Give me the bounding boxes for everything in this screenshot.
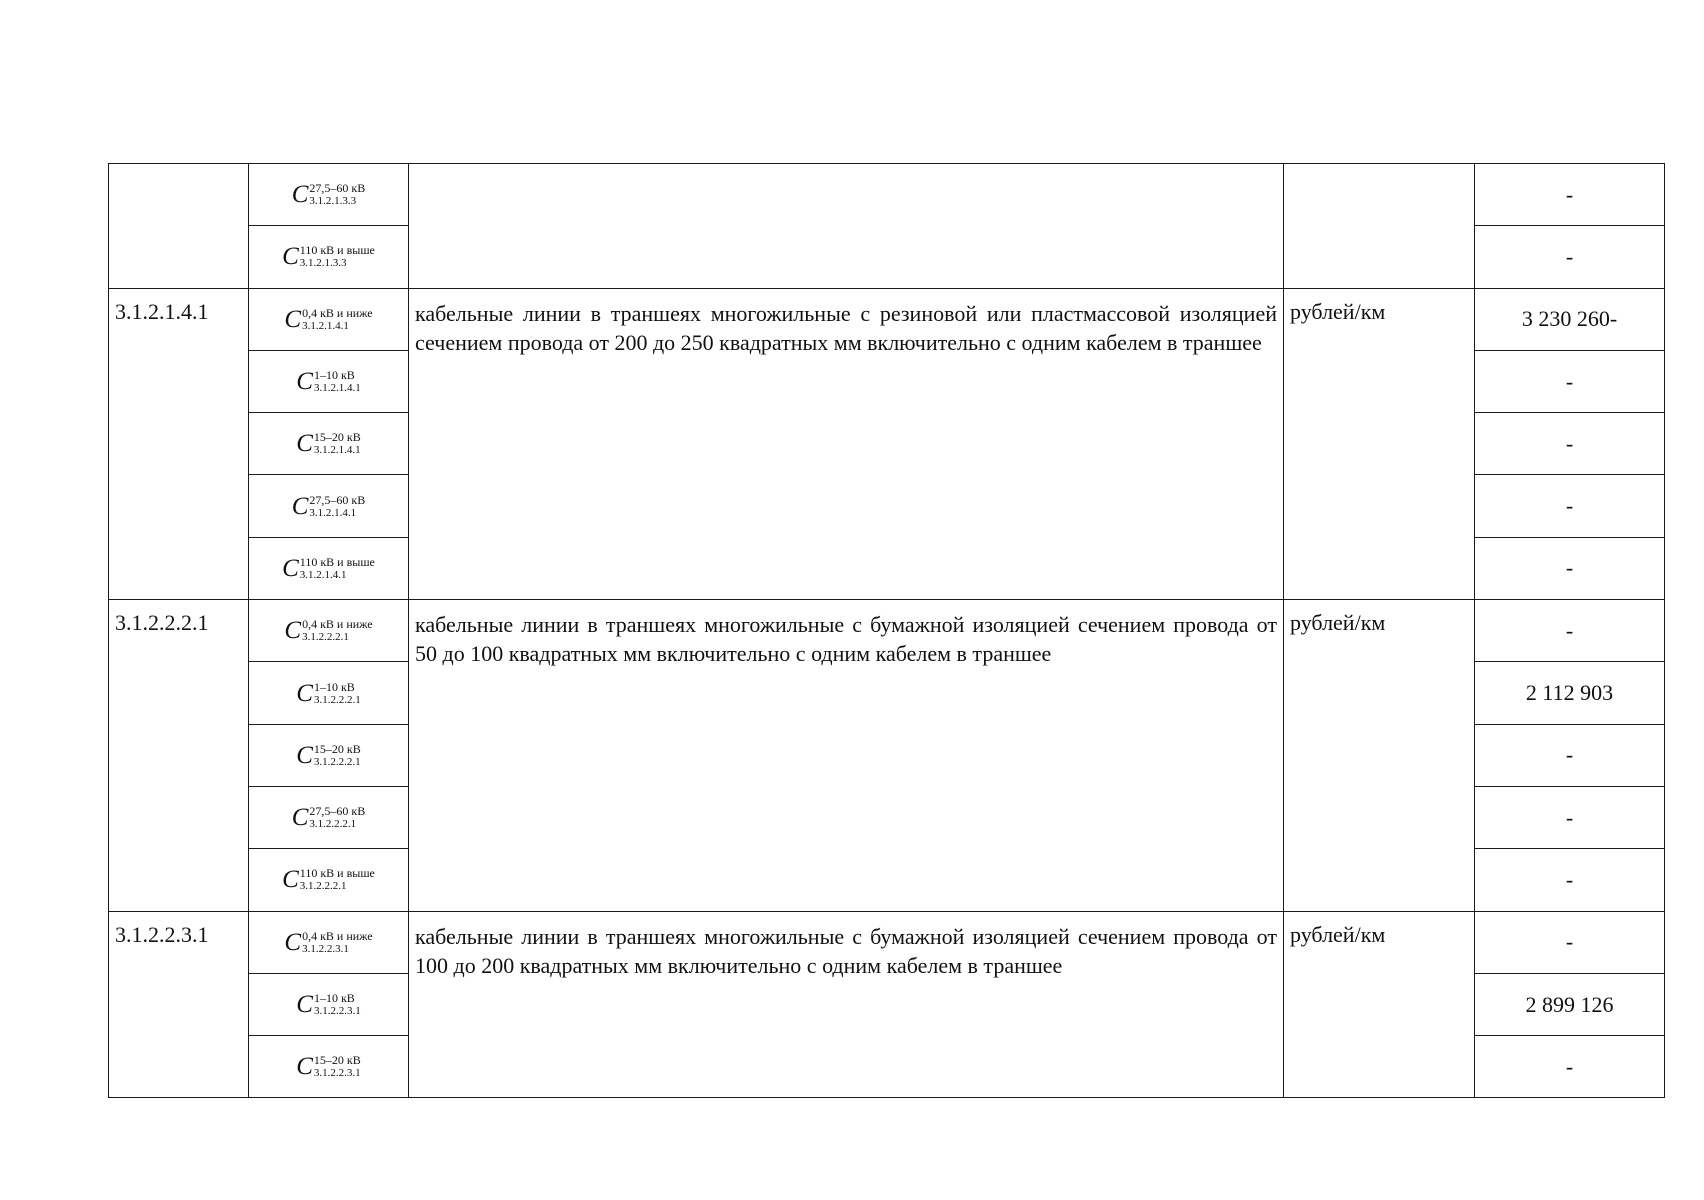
item-code: 3.1.2.2.2.1 [109, 600, 249, 911]
item-description: кабельные линии в траншеях многожильные с бумажной изоляцией сечением провода от 100 до 200 квадратных мм включительно с одним кабелем в траншее [409, 911, 1284, 1098]
rate-value: - [1475, 600, 1665, 662]
rate-value: - [1475, 537, 1665, 599]
rate-value: - [1475, 226, 1665, 288]
rate-symbol [249, 786, 409, 848]
table-row [109, 164, 1665, 226]
voltage-class: 15–20 кВ [313, 741, 361, 756]
voltage-class: 0,4 кВ и ниже [302, 928, 373, 943]
rate-symbol [249, 350, 409, 412]
rate-letter: C [282, 243, 299, 271]
rate-symbol [249, 849, 409, 911]
rate-value: 2 899 126 [1475, 973, 1665, 1035]
rate-letter: C [284, 305, 302, 333]
rate-index: 3.1.2.2.2.1 [309, 818, 357, 831]
item-description: кабельные линии в траншеях многожильные с бумажной изоляцией сечением провода от 50 до 100 квадратных мм включительно с одним кабелем в траншее [409, 600, 1284, 911]
rate-symbol [249, 911, 409, 973]
rate-symbol [249, 724, 409, 786]
rate-symbol [249, 600, 409, 662]
rate-formula [282, 243, 375, 270]
item-unit: рублей/км [1284, 600, 1475, 911]
rate-formula [296, 991, 360, 1018]
rate-formula [296, 368, 360, 395]
rate-symbol [249, 226, 409, 288]
rate-index: 3.1.2.1.4.1 [313, 382, 361, 395]
rate-symbol [249, 973, 409, 1035]
voltage-class: 110 кВ и выше [299, 866, 375, 881]
rate-symbol [249, 537, 409, 599]
rate-symbol [249, 475, 409, 537]
voltage-class: 15–20 кВ [313, 430, 361, 445]
voltage-class: 15–20 кВ [313, 1053, 361, 1068]
rate-symbol [249, 288, 409, 350]
voltage-class: 1–10 кВ [313, 368, 355, 383]
rate-index: 3.1.2.2.2.1 [302, 631, 349, 644]
rate-letter: C [296, 368, 313, 396]
rate-index: 3.1.2.1.3.3 [309, 195, 357, 208]
rate-value: - [1475, 475, 1665, 537]
item-description [409, 164, 1284, 289]
rate-letter: C [296, 1053, 313, 1081]
rate-index: 3.1.2.2.2.1 [313, 693, 361, 706]
rate-formula [292, 493, 366, 520]
voltage-class: 1–10 кВ [313, 679, 355, 694]
rate-symbol [249, 1036, 409, 1098]
voltage-class: 1–10 кВ [313, 991, 355, 1005]
rate-letter: C [291, 181, 309, 209]
rate-symbol [249, 164, 409, 226]
rate-index: 3.1.2.2.3.1 [302, 942, 349, 955]
rate-value: - [1475, 350, 1665, 412]
rate-index: 3.1.2.1.4.1 [302, 319, 349, 332]
rate-formula [296, 430, 361, 457]
rate-letter: C [284, 617, 302, 645]
rate-letter: C [296, 741, 313, 769]
rate-formula [292, 181, 366, 208]
item-code: 3.1.2.2.3.1 [109, 911, 249, 1098]
rate-letter: C [296, 679, 313, 707]
item-unit [1284, 164, 1475, 289]
rate-value: 2 112 903 [1475, 662, 1665, 724]
rate-formula [296, 742, 361, 769]
rate-letter: C [296, 991, 313, 1018]
rate-formula [284, 617, 372, 644]
rate-formula [292, 804, 366, 831]
voltage-class: 110 кВ и выше [299, 243, 375, 258]
rate-index: 3.1.2.1.4.1 [309, 506, 357, 519]
rate-letter: C [282, 554, 299, 582]
tariff-table [108, 163, 1665, 1098]
voltage-class: 0,4 кВ и ниже [302, 305, 373, 320]
voltage-class: 27,5–60 кВ [309, 804, 366, 819]
rate-symbol [249, 413, 409, 475]
rate-value: - [1475, 1036, 1665, 1098]
voltage-class: 27,5–60 кВ [309, 181, 366, 196]
rate-index: 3.1.2.2.2.1 [299, 880, 347, 893]
rate-value: - [1475, 724, 1665, 786]
rate-index: 3.1.2.1.4.1 [313, 444, 361, 457]
table-row [109, 600, 1665, 662]
voltage-class: 27,5–60 кВ [309, 492, 366, 507]
rate-value: - [1475, 849, 1665, 911]
item-unit: рублей/км [1284, 911, 1475, 1098]
rate-letter: C [284, 928, 302, 956]
rate-formula [282, 866, 375, 893]
voltage-class: 110 кВ и выше [299, 554, 375, 569]
item-unit: рублей/км [1284, 288, 1475, 599]
rate-index: 3.1.2.2.3.1 [313, 1005, 361, 1017]
rate-value: - [1475, 413, 1665, 475]
rate-letter: C [291, 492, 309, 520]
rate-formula [296, 680, 360, 707]
tariff-table-body [109, 164, 1665, 1098]
rate-formula [282, 555, 375, 582]
rate-letter: C [282, 866, 299, 894]
item-code [109, 164, 249, 289]
rate-letter: C [296, 430, 313, 458]
rate-formula [296, 1053, 361, 1080]
rate-letter: C [291, 804, 309, 832]
item-description: кабельные линии в траншеях многожильные с резиновой или пластмассовой изоляцией сечением провода от 200 до 250 квадратных мм включительно с одним кабелем в траншее [409, 288, 1284, 599]
rate-index: 3.1.2.1.3.3 [299, 257, 347, 270]
rate-value: - [1475, 164, 1665, 226]
table-row [109, 288, 1665, 350]
rate-index: 3.1.2.2.2.1 [313, 755, 361, 768]
rate-index: 3.1.2.1.4.1 [299, 568, 347, 581]
rate-formula [284, 929, 372, 956]
rate-value: - [1475, 911, 1665, 973]
rate-value: - [1475, 786, 1665, 848]
rate-index: 3.1.2.2.3.1 [313, 1067, 361, 1080]
item-code: 3.1.2.1.4.1 [109, 288, 249, 599]
rate-symbol [249, 662, 409, 724]
rate-formula [284, 306, 372, 333]
table-row [109, 911, 1665, 973]
voltage-class: 0,4 кВ и ниже [302, 617, 373, 632]
rate-value: 3 230 260- [1475, 288, 1665, 350]
